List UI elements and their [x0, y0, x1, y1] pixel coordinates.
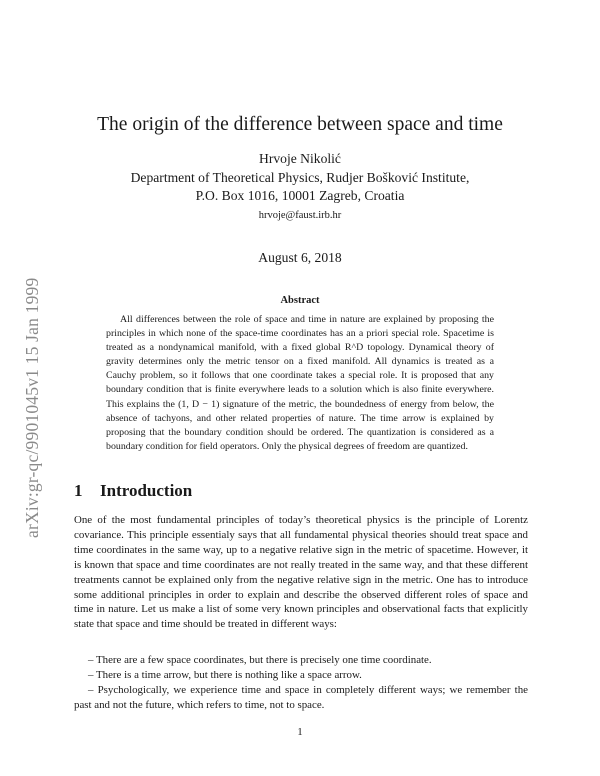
author-block	[0, 150, 600, 226]
intro-paragraph: One of the most fundamental principles of today’s theoretical physics is the principle of Lorentz covariance. This principle essentialy says that all fundamental physical theories should treat space and time coordinates in the same way, up to a negative relative sign in the metric of spacetime. However, it is known that space and time coordinates are not really treated in the same way, and that these different treatments cannot be explained only from the negative relative sign in the metric. One has to introduce some additional principles in order to explain and describe the observed different roles of space and time in nature. Let us make a list of some very known principles and observational facts that explicitly state that space and time should be treated in different ways:	[74, 514, 528, 631]
section-title: Introduction	[100, 481, 193, 500]
abstract-text: All differences between the role of space and time in nature are explained by proposing the principles in which none of the space-time coordinates has an a priori special role. Spacetime is treated as a nondynamical manifold, with a fixed global R^D topology. Dynamical theory of gravity determines only the metric tensor on a fixed manifold. All dynamics is treated as a Cauchy problem, so it follows that one coordinate takes a special role. It is proposed that any boundary condition that is finite everywhere leads to a solution which is also finite everywhere. This explains the (1, D − 1) signature of the metric, the boundedness of energy from below, the absence of tachyons, and other related properties of nature. The time arrow is explained by proposing that the boundary condition should be ordered. The quantization is considered as a boundary condition for field operators. Only the physical degrees of freedom are quantized.	[106, 314, 494, 452]
page-number: 1	[297, 726, 303, 738]
paper-date: August 6, 2018	[258, 250, 342, 265]
paper-title: The origin of the difference between space and time	[97, 114, 503, 135]
author-email: hrvoje@faust.irb.hr	[258, 209, 342, 221]
differences-list	[74, 653, 528, 713]
affiliation-line-2: P.O. Box 1016, 10001 Zagreb, Croatia	[195, 188, 405, 203]
arxiv-stamp: arXiv:gr-qc/9901045v1 15 Jan 1999	[22, 277, 42, 538]
section-number: 1	[74, 481, 83, 500]
abstract-heading: Abstract	[280, 295, 320, 306]
list-item: – There are a few space coordinates, but there is precisely one time coordinate.	[88, 654, 432, 666]
list-item: – There is a time arrow, but there is nothing like a space arrow.	[88, 668, 362, 681]
section-heading	[74, 481, 192, 501]
list-item: – Psychologically, we experience time and space in completely different ways; we remember the past and not the future, which refers to time, not to space.	[74, 683, 528, 711]
author-name: Hrvoje Nikolić	[259, 151, 341, 166]
affiliation-line-1: Department of Theoretical Physics, Rudjer Bošković Institute,	[130, 169, 470, 185]
